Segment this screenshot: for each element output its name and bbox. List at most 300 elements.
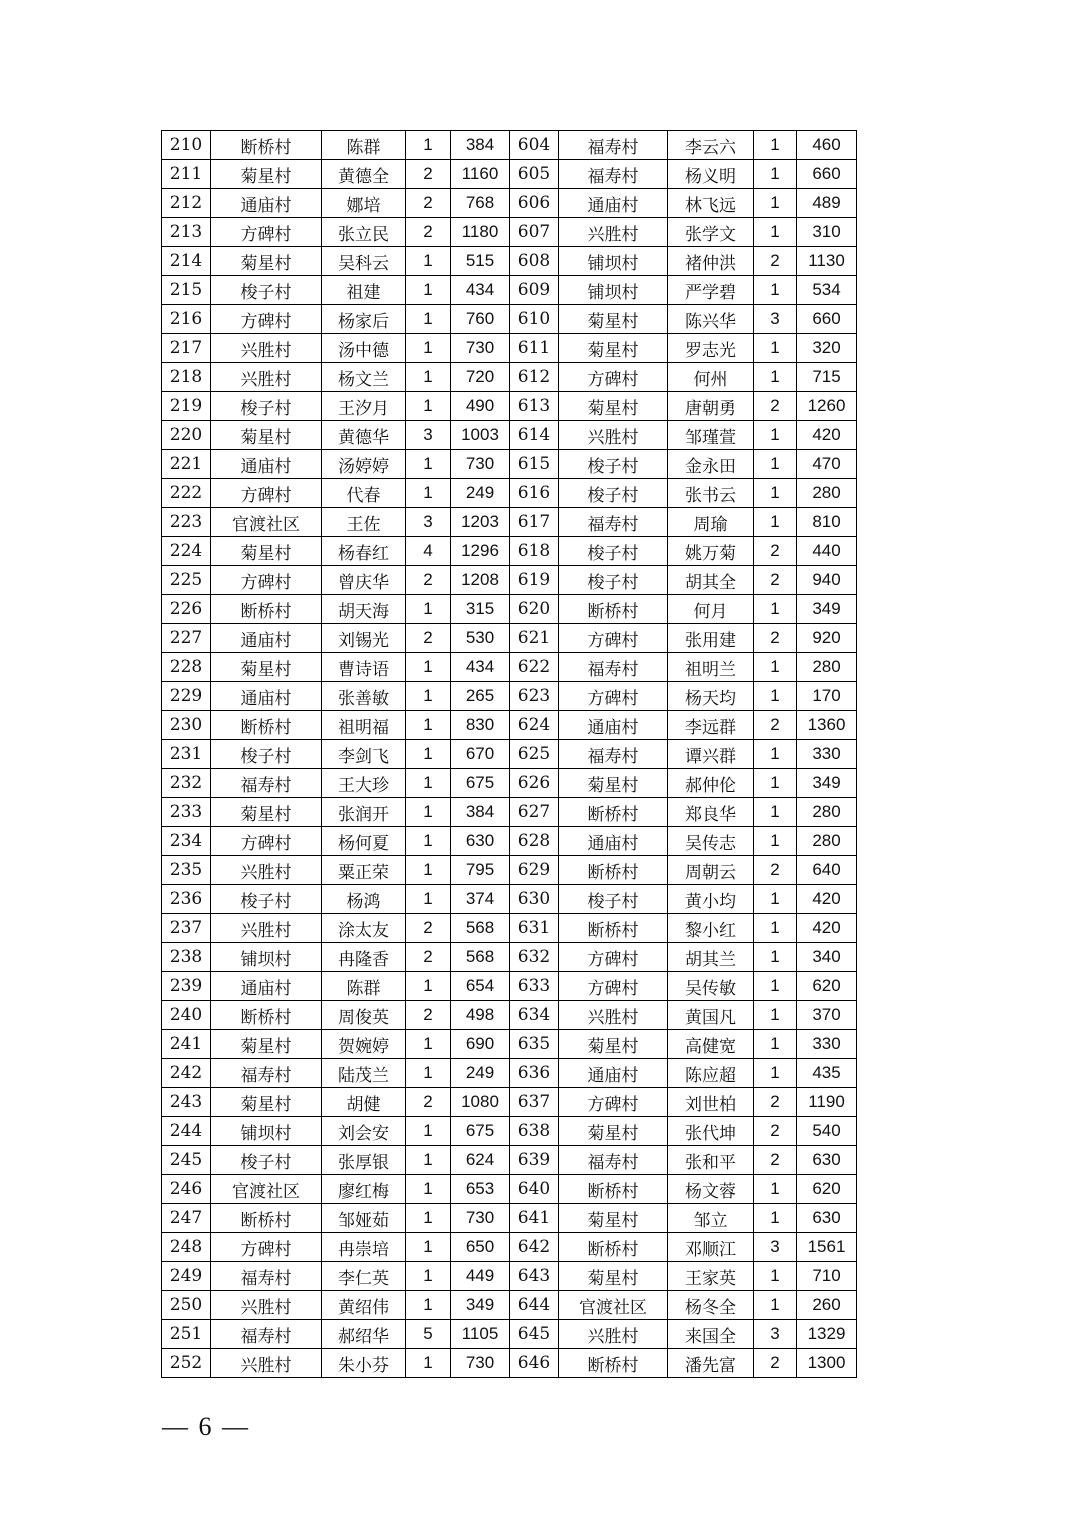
left-count-cell: 1 [406,740,451,769]
right-amount-cell: 420 [797,885,857,914]
table-row [162,1233,857,1262]
left-amount-cell: 1208 [451,566,510,595]
left-count-cell: 1 [406,450,451,479]
right-row-number-cell: 609 [510,276,559,305]
left-count-cell: 2 [406,566,451,595]
right-count-cell: 2 [754,1088,797,1117]
left-row-number-cell: 228 [162,653,211,682]
left-village-cell: 福寿村 [211,1059,322,1088]
table-row [162,740,857,769]
left-amount-cell: 530 [451,624,510,653]
left-name-cell: 祖明福 [322,711,406,740]
right-count-cell: 1 [754,131,797,160]
left-name-cell: 杨鸿 [322,885,406,914]
left-row-number-cell: 210 [162,131,211,160]
right-name-cell: 杨义明 [668,160,754,189]
left-village-cell: 断桥村 [211,131,322,160]
left-village-cell: 福寿村 [211,1320,322,1349]
right-village-cell: 断桥村 [559,798,668,827]
right-count-cell: 1 [754,1262,797,1291]
left-count-cell: 2 [406,1088,451,1117]
right-row-number-cell: 646 [510,1349,559,1378]
table-row [162,1030,857,1059]
right-row-number-cell: 639 [510,1146,559,1175]
left-amount-cell: 690 [451,1030,510,1059]
left-name-cell: 李仁英 [322,1262,406,1291]
right-count-cell: 2 [754,392,797,421]
right-row-number-cell: 614 [510,421,559,450]
right-village-cell: 铺坝村 [559,276,668,305]
right-count-cell: 1 [754,827,797,856]
right-count-cell: 1 [754,276,797,305]
left-name-cell: 朱小芬 [322,1349,406,1378]
right-count-cell: 1 [754,653,797,682]
right-amount-cell: 660 [797,305,857,334]
right-village-cell: 福寿村 [559,653,668,682]
right-village-cell: 福寿村 [559,1146,668,1175]
left-row-number-cell: 252 [162,1349,211,1378]
left-row-number-cell: 249 [162,1262,211,1291]
right-name-cell: 吴传志 [668,827,754,856]
right-name-cell: 杨冬全 [668,1291,754,1320]
table-row [162,363,857,392]
left-row-number-cell: 225 [162,566,211,595]
table-row [162,1146,857,1175]
left-name-cell: 李剑飞 [322,740,406,769]
left-row-number-cell: 214 [162,247,211,276]
right-count-cell: 1 [754,972,797,1001]
right-village-cell: 兴胜村 [559,421,668,450]
left-name-cell: 黄德全 [322,160,406,189]
left-count-cell: 1 [406,653,451,682]
table-row [162,827,857,856]
right-row-number-cell: 608 [510,247,559,276]
left-row-number-cell: 246 [162,1175,211,1204]
table-row [162,1175,857,1204]
right-count-cell: 1 [754,160,797,189]
table-row [162,1001,857,1030]
right-amount-cell: 620 [797,1175,857,1204]
right-row-number-cell: 617 [510,508,559,537]
right-amount-cell: 330 [797,1030,857,1059]
right-row-number-cell: 615 [510,450,559,479]
right-row-number-cell: 620 [510,595,559,624]
right-amount-cell: 435 [797,1059,857,1088]
table-row [162,1262,857,1291]
page-number: — 6 — [162,1412,250,1441]
left-count-cell: 1 [406,682,451,711]
left-row-number-cell: 241 [162,1030,211,1059]
right-count-cell: 1 [754,1059,797,1088]
left-amount-cell: 384 [451,798,510,827]
right-village-cell: 断桥村 [559,1233,668,1262]
table-row [162,218,857,247]
left-amount-cell: 1296 [451,537,510,566]
left-row-number-cell: 251 [162,1320,211,1349]
right-village-cell: 菊星村 [559,305,668,334]
right-name-cell: 张书云 [668,479,754,508]
right-count-cell: 1 [754,885,797,914]
right-name-cell: 周朝云 [668,856,754,885]
left-amount-cell: 515 [451,247,510,276]
right-row-number-cell: 634 [510,1001,559,1030]
left-village-cell: 断桥村 [211,1204,322,1233]
right-count-cell: 1 [754,421,797,450]
left-name-cell: 张厚银 [322,1146,406,1175]
right-count-cell: 1 [754,1175,797,1204]
right-row-number-cell: 626 [510,769,559,798]
left-row-number-cell: 213 [162,218,211,247]
right-amount-cell: 710 [797,1262,857,1291]
left-name-cell: 胡健 [322,1088,406,1117]
table-row [162,421,857,450]
left-count-cell: 5 [406,1320,451,1349]
right-village-cell: 菊星村 [559,1030,668,1059]
left-village-cell: 福寿村 [211,1262,322,1291]
left-name-cell: 黄德华 [322,421,406,450]
right-count-cell: 2 [754,1349,797,1378]
left-name-cell: 曹诗语 [322,653,406,682]
right-count-cell: 3 [754,1233,797,1262]
right-name-cell: 罗志光 [668,334,754,363]
right-count-cell: 1 [754,508,797,537]
right-row-number-cell: 632 [510,943,559,972]
right-row-number-cell: 624 [510,711,559,740]
left-name-cell: 张立民 [322,218,406,247]
left-amount-cell: 795 [451,856,510,885]
right-amount-cell: 280 [797,827,857,856]
right-amount-cell: 1360 [797,711,857,740]
right-village-cell: 方碑村 [559,1088,668,1117]
left-count-cell: 1 [406,1262,451,1291]
left-village-cell: 梭子村 [211,1146,322,1175]
left-name-cell: 涂太友 [322,914,406,943]
right-name-cell: 何州 [668,363,754,392]
table-row [162,682,857,711]
table-row [162,1204,857,1233]
left-count-cell: 3 [406,508,451,537]
left-count-cell: 2 [406,1001,451,1030]
right-row-number-cell: 606 [510,189,559,218]
right-count-cell: 2 [754,1117,797,1146]
right-name-cell: 刘世柏 [668,1088,754,1117]
left-name-cell: 吴科云 [322,247,406,276]
left-amount-cell: 653 [451,1175,510,1204]
right-village-cell: 梭子村 [559,450,668,479]
table-row [162,885,857,914]
right-count-cell: 1 [754,218,797,247]
table-row [162,392,857,421]
right-amount-cell: 420 [797,914,857,943]
right-count-cell: 2 [754,711,797,740]
left-amount-cell: 830 [451,711,510,740]
right-amount-cell: 460 [797,131,857,160]
right-count-cell: 1 [754,189,797,218]
right-count-cell: 2 [754,1146,797,1175]
right-row-number-cell: 613 [510,392,559,421]
right-count-cell: 1 [754,450,797,479]
left-row-number-cell: 217 [162,334,211,363]
left-row-number-cell: 229 [162,682,211,711]
left-village-cell: 菊星村 [211,1030,322,1059]
left-name-cell: 张善敏 [322,682,406,711]
left-count-cell: 4 [406,537,451,566]
right-row-number-cell: 633 [510,972,559,1001]
table-row [162,653,857,682]
left-name-cell: 陈群 [322,972,406,1001]
right-name-cell: 胡其兰 [668,943,754,972]
right-name-cell: 郝仲伦 [668,769,754,798]
table-row [162,276,857,305]
right-name-cell: 杨文蓉 [668,1175,754,1204]
left-village-cell: 菊星村 [211,421,322,450]
right-name-cell: 潘先富 [668,1349,754,1378]
right-village-cell: 断桥村 [559,595,668,624]
right-name-cell: 唐朝勇 [668,392,754,421]
left-count-cell: 2 [406,189,451,218]
right-name-cell: 李远群 [668,711,754,740]
left-row-number-cell: 233 [162,798,211,827]
left-village-cell: 方碑村 [211,827,322,856]
left-name-cell: 杨文兰 [322,363,406,392]
right-village-cell: 菊星村 [559,769,668,798]
left-row-number-cell: 224 [162,537,211,566]
left-row-number-cell: 215 [162,276,211,305]
left-name-cell: 王佐 [322,508,406,537]
table-row [162,798,857,827]
left-village-cell: 梭子村 [211,740,322,769]
left-village-cell: 断桥村 [211,711,322,740]
right-village-cell: 福寿村 [559,508,668,537]
right-count-cell: 2 [754,856,797,885]
left-village-cell: 方碑村 [211,218,322,247]
left-amount-cell: 1203 [451,508,510,537]
right-village-cell: 兴胜村 [559,1001,668,1030]
right-row-number-cell: 635 [510,1030,559,1059]
right-name-cell: 吴传敏 [668,972,754,1001]
right-count-cell: 1 [754,1291,797,1320]
right-count-cell: 1 [754,914,797,943]
right-count-cell: 1 [754,1001,797,1030]
left-amount-cell: 675 [451,1117,510,1146]
right-village-cell: 菊星村 [559,1262,668,1291]
table-row [162,160,857,189]
left-row-number-cell: 211 [162,160,211,189]
left-count-cell: 1 [406,856,451,885]
right-amount-cell: 1260 [797,392,857,421]
left-count-cell: 2 [406,624,451,653]
table-row [162,247,857,276]
left-row-number-cell: 218 [162,363,211,392]
right-name-cell: 黎小红 [668,914,754,943]
left-count-cell: 1 [406,1291,451,1320]
right-amount-cell: 1130 [797,247,857,276]
left-count-cell: 1 [406,334,451,363]
left-amount-cell: 384 [451,131,510,160]
left-name-cell: 冉崇培 [322,1233,406,1262]
left-row-number-cell: 232 [162,769,211,798]
right-amount-cell: 660 [797,160,857,189]
right-count-cell: 1 [754,334,797,363]
table-row [162,1059,857,1088]
right-amount-cell: 1329 [797,1320,857,1349]
left-village-cell: 兴胜村 [211,363,322,392]
left-count-cell: 1 [406,1204,451,1233]
left-village-cell: 方碑村 [211,566,322,595]
left-amount-cell: 249 [451,1059,510,1088]
right-name-cell: 胡其全 [668,566,754,595]
right-village-cell: 断桥村 [559,1175,668,1204]
left-count-cell: 1 [406,305,451,334]
left-name-cell: 粟正荣 [322,856,406,885]
left-amount-cell: 1180 [451,218,510,247]
left-amount-cell: 768 [451,189,510,218]
right-amount-cell: 260 [797,1291,857,1320]
left-amount-cell: 730 [451,334,510,363]
left-row-number-cell: 238 [162,943,211,972]
table-row [162,131,857,160]
right-village-cell: 通庙村 [559,189,668,218]
left-amount-cell: 624 [451,1146,510,1175]
right-name-cell: 来国全 [668,1320,754,1349]
left-amount-cell: 568 [451,914,510,943]
right-amount-cell: 440 [797,537,857,566]
right-row-number-cell: 623 [510,682,559,711]
right-village-cell: 福寿村 [559,740,668,769]
left-amount-cell: 315 [451,595,510,624]
left-row-number-cell: 239 [162,972,211,1001]
left-amount-cell: 760 [451,305,510,334]
left-row-number-cell: 227 [162,624,211,653]
left-row-number-cell: 235 [162,856,211,885]
left-amount-cell: 498 [451,1001,510,1030]
right-village-cell: 福寿村 [559,160,668,189]
right-row-number-cell: 638 [510,1117,559,1146]
table-row [162,566,857,595]
right-row-number-cell: 612 [510,363,559,392]
table-row [162,1320,857,1349]
left-count-cell: 1 [406,247,451,276]
right-count-cell: 3 [754,305,797,334]
right-village-cell: 通庙村 [559,711,668,740]
right-amount-cell: 540 [797,1117,857,1146]
right-amount-cell: 489 [797,189,857,218]
right-count-cell: 2 [754,537,797,566]
left-name-cell: 刘会安 [322,1117,406,1146]
right-name-cell: 何月 [668,595,754,624]
left-name-cell: 王大珍 [322,769,406,798]
right-amount-cell: 280 [797,653,857,682]
right-village-cell: 梭子村 [559,566,668,595]
left-row-number-cell: 240 [162,1001,211,1030]
left-count-cell: 1 [406,1175,451,1204]
right-name-cell: 张代坤 [668,1117,754,1146]
right-count-cell: 3 [754,1320,797,1349]
left-village-cell: 通庙村 [211,189,322,218]
right-row-number-cell: 605 [510,160,559,189]
right-row-number-cell: 641 [510,1204,559,1233]
table-row [162,914,857,943]
right-amount-cell: 630 [797,1204,857,1233]
right-name-cell: 严学碧 [668,276,754,305]
left-count-cell: 1 [406,769,451,798]
right-amount-cell: 1561 [797,1233,857,1262]
right-amount-cell: 349 [797,769,857,798]
left-row-number-cell: 231 [162,740,211,769]
right-count-cell: 1 [754,479,797,508]
table-row [162,769,857,798]
left-row-number-cell: 237 [162,914,211,943]
right-row-number-cell: 625 [510,740,559,769]
left-village-cell: 断桥村 [211,1001,322,1030]
right-count-cell: 2 [754,624,797,653]
left-amount-cell: 730 [451,450,510,479]
right-row-number-cell: 631 [510,914,559,943]
left-amount-cell: 1080 [451,1088,510,1117]
left-amount-cell: 349 [451,1291,510,1320]
left-amount-cell: 490 [451,392,510,421]
left-count-cell: 1 [406,363,451,392]
left-row-number-cell: 219 [162,392,211,421]
right-amount-cell: 310 [797,218,857,247]
right-village-cell: 通庙村 [559,827,668,856]
right-name-cell: 邓顺江 [668,1233,754,1262]
left-name-cell: 贺婉婷 [322,1030,406,1059]
left-name-cell: 周俊英 [322,1001,406,1030]
right-village-cell: 断桥村 [559,914,668,943]
left-village-cell: 菊星村 [211,653,322,682]
left-count-cell: 1 [406,479,451,508]
left-amount-cell: 449 [451,1262,510,1291]
left-village-cell: 通庙村 [211,450,322,479]
right-name-cell: 金永田 [668,450,754,479]
right-name-cell: 周瑜 [668,508,754,537]
right-name-cell: 郑良华 [668,798,754,827]
right-row-number-cell: 619 [510,566,559,595]
right-name-cell: 祖明兰 [668,653,754,682]
left-row-number-cell: 236 [162,885,211,914]
right-row-number-cell: 628 [510,827,559,856]
left-amount-cell: 1105 [451,1320,510,1349]
left-village-cell: 通庙村 [211,972,322,1001]
left-name-cell: 张润开 [322,798,406,827]
left-amount-cell: 675 [451,769,510,798]
left-count-cell: 2 [406,914,451,943]
left-village-cell: 兴胜村 [211,334,322,363]
right-row-number-cell: 616 [510,479,559,508]
right-village-cell: 福寿村 [559,131,668,160]
table-row [162,450,857,479]
table-row [162,1349,857,1378]
left-row-number-cell: 247 [162,1204,211,1233]
left-name-cell: 黄绍伟 [322,1291,406,1320]
table-row [162,508,857,537]
table-row [162,856,857,885]
left-village-cell: 方碑村 [211,305,322,334]
left-amount-cell: 249 [451,479,510,508]
left-amount-cell: 670 [451,740,510,769]
left-count-cell: 1 [406,1146,451,1175]
table-row [162,711,857,740]
right-name-cell: 谭兴群 [668,740,754,769]
right-count-cell: 2 [754,247,797,276]
left-amount-cell: 265 [451,682,510,711]
left-row-number-cell: 216 [162,305,211,334]
right-row-number-cell: 644 [510,1291,559,1320]
left-amount-cell: 654 [451,972,510,1001]
right-amount-cell: 620 [797,972,857,1001]
allocation-table [161,130,857,1378]
